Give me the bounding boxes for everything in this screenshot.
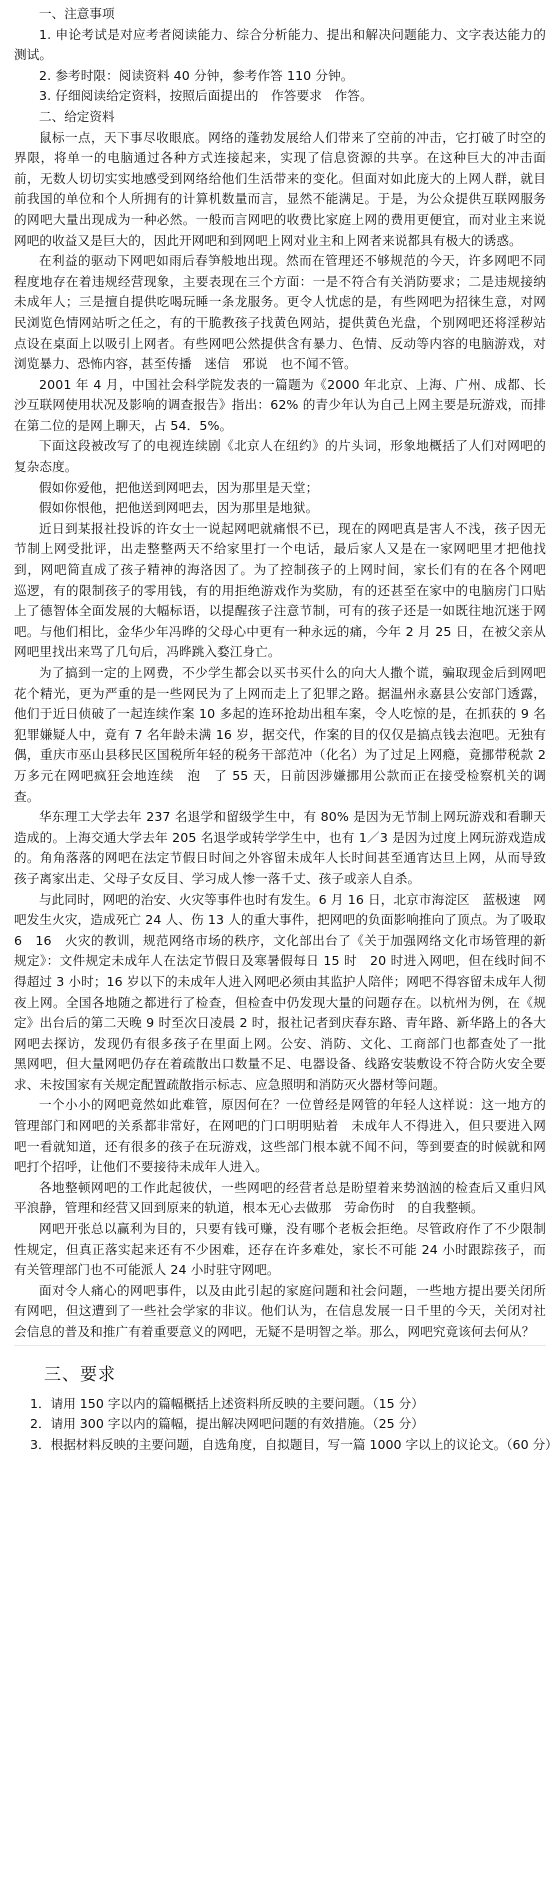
section-divider xyxy=(14,1345,546,1346)
material-paragraph: 2001 年 4 月，中国社会科学院发表的一篇题为《2000 年北京、上海、广州、成都、长沙互联网使用状况及影响的调查报告》指出：62% 的青少年认为自己上网主要是玩游戏，而排在第二位的是网上聊天，占 54．5%。 xyxy=(14,376,546,433)
requirements-section xyxy=(0,1350,560,1456)
material-paragraph: 在利益的驱动下网吧如雨后春笋般地出现。然而在管理还不够规范的今天，许多网吧不同程度地存在着违规经营现象，主要表现在三个方面：一是不符合有关消防要求；二是违规接纳未成年人；三是擅自提供吃喝玩睡一条龙服务。更令人忧虑的是，有些网吧为招徕生意，对网民浏览色情网站听之任之，有的干脆教孩子找黄色网站，提供黄色光盘，个别网吧还将淫秽站点设在桌面上以吸引上网者。有些网吧公然提供含有暴力、色情、反动等内容的电脑游戏，对浏览暴力、恐怖内容，甚至传播 迷信 邪说 也不闻不管。 xyxy=(14,253,546,372)
notes-section xyxy=(14,0,546,107)
notes-item-1: 1. 申论考试是对应考者阅读能力、综合分析能力、提出和解决问题能力、文字表达能力的测试。 xyxy=(14,26,546,63)
materials-heading: 二、给定资料 xyxy=(39,108,115,124)
material-paragraph: 为了搞到一定的上网费，不少学生都会以买书买什么的向大人撒个谎，骗取现金后到网吧花个精光，更为严重的是一些网民为了上网而走上了犯罪之路。据温州永嘉县公安部门透露，他们于近日侦破了一起连续作案 10 多起的连环抢劫出租车案，令人吃惊的是，在抓获的 9 名犯罪嫌疑人中，竟有 7 名年龄未满 16 岁，据交代，作案的目的仅仅是搞点钱去泡吧。无独有偶，重庆市巫山县移民区国税所年轻的税务干部范冲（化名）为了过足上网瘾，竟挪带税款 2 万多元在网吧疯狂会地连续 泡 了 55 天，日前因涉嫌挪用公款而正在接受检察机关的调查。 xyxy=(14,665,546,804)
notes-item-3: 3. 仔细阅读给定资料，按照后面提出的 作答要求 作答。 xyxy=(39,88,373,104)
notes-heading: 一、注意事项 xyxy=(39,6,115,21)
material-paragraph: 近日到某报社投诉的许女士一说起网吧就痛恨不已，现在的网吧真是害人不浅，孩子因无节制上网受批评，出走整整两天不给家里打一个电话，最后家人又是在一家网吧里才把他找到，网吧简直成了孩子精神的海洛因了。为了控制孩子的上网时间，家长们有的在各个网吧 巡逻，有的限制孩子的零用钱，有的用拒绝游戏作为奖励，有的还甚至在家中的电脑房门口贴上了德智体全面发展的大幅标语，以提醒孩子注意节制，可有的孩子还是一如既往地沉迷于网吧。与他们相比，金华少年冯晔的父母心中更有一种永远的痛，今年 2 月 25 日，在被父亲从网吧里找出来骂了几句后，冯晔跳入婺江身亡。 xyxy=(14,520,559,660)
material-paragraph: 下面这段被改写了的电视连续剧《北京人在纽约》的片头词，形象地概括了人们对网吧的复杂态度。 xyxy=(14,438,546,475)
poem-line-1: 假如你爱他，把他送到网吧去，因为那里是天堂； xyxy=(39,479,319,495)
material-paragraph: 鼠标一点，天下事尽收眼底。网络的蓬勃发展给人们带来了空前的冲击，它打破了时空的界限，将单一的电脑通过各种方式连接起来，实现了信息资源的共享。在这种巨大的冲击面前，无数人切切实实地感受到网络给他们生活带来的变化。但面对如此庞大的上网人群，就目前我国的单位和个人所拥有的计算机数量而言，显然不能满足。于是，为公众提供互联网服务的网吧大量出现成为一种必然。一般而言网吧的收费比家庭上网的费用更便宜，而对业主来说网吧的收益又是巨大的，因此开网吧和到网吧上网对业主和上网者来说都具有极大的诱惑。 xyxy=(14,129,546,248)
material-paragraph: 一个小小的网吧竟然如此难管，原因何在？一位曾经是网管的年轻人这样说：这一地方的管理部门和网吧的关系都非常好，在网吧的门口明明贴着 未成年人不得进入，但只要进入网吧一看就知道，还有很多的孩子在玩游戏，这些部门根本就不闻不问，等到要查的时候就和网吧打个招呼，让他们不要接待未成年人进入。 xyxy=(14,1097,546,1175)
requirement-item-3: 3．根据材料反映的主要问题，自选角度，自拟题目，写一篇 1000 字以上的议论文。（60 分） xyxy=(30,1436,558,1452)
poem-line-2: 假如你恨他，把他送到网吧去，因为那里是地狱。 xyxy=(39,500,319,516)
notes-item-2: 2. 参考时限：阅读资料 40 分钟，参考作答 110 分钟。 xyxy=(39,67,354,83)
material-paragraph: 面对令人痛心的网吧事件，以及由此引起的家庭问题和社会问题，一些地方提出要关闭所有网吧，但这遭到了一些社会学家的非议。他们认为，在信息发展一日千里的今天，关闭对社会信息的普及和推广有着重要意义的网吧，无疑不是明智之举。那么，网吧究竟该何去何从？ xyxy=(14,1282,546,1339)
materials-section xyxy=(14,107,559,1343)
material-paragraph: 华东理工大学去年 237 名退学和留级学生中，有 80% 是因为无节制上网玩游戏和看聊天造成的。上海交通大学去年 205 名退学或转学学生中，也有 1／3 是因为过度上网玩游戏造成的。角角落落的网吧在法定节假日时间之外容留未成年人长时间甚至通宵达旦上网，从而导致孩子离家出走、父母子女反目、学习成人惨一落千丈、孩子或亲人自杀。 xyxy=(14,809,546,886)
requirements-heading: 三、要求 xyxy=(44,1364,116,1385)
requirement-item-1: 1．请用 150 字以内的篇幅概括上述资料所反映的主要问题。（15 分） xyxy=(30,1395,424,1411)
material-paragraph: 各地整顿网吧的工作此起彼伏，一些网吧的经营者总是盼望着来势汹汹的检查后又重归风平浪静，管理和经营又回到原来的轨道，根本无心去做那 劳命伤时 的自我整顿。 xyxy=(14,1179,546,1216)
material-paragraph: 网吧开张总以赢利为目的，只要有钱可赚，没有哪个老板会拒绝。尽管政府作了不少限制性规定，但真正落实起来还有不少困难，还存在许多难处，家长不可能 24 小时跟踪孩子，而有关管理部门也不可能派人 24 小时驻守网吧。 xyxy=(14,1221,546,1278)
material-paragraph: 与此同时，网吧的治安、火灾等事件也时有发生。6 月 16 日，北京市海淀区 蓝极速 网吧发生火灾，造成死亡 24 人、伤 13 人的重大事件，把网吧的负面影响推向了顶点。为了吸取 6 16 火灾的教训，规范网络市场的秩序，文化部出台了《关于加强网络文化市场管理的新规定》：文件规定未成年人在法定节假日及寒暑假每日 15 时 20 时进入网吧，但在线时间不得超过 3 小时；16 岁以下的未成年人进入网吧必须由其监护人陪伴；网吧不得容留未成年人彻夜上网。全国各地随之都进行了检查，但检查中仍发现大量的问题存在。以杭州为例，在《规定》出台后的第二天晚 9 时至次日凌晨 2 时，报社记者到庆春东路、青年路、新华路上的各大网吧去探访，发现仍有很多孩子在里面上网。公安、消防、文化、工商部门也都查处了一批 黑网吧，但大量网吧仍存在着疏散出口数量不足、电器设备、线路安装敷设不符合防火安全要求、未按国家有关规定配置疏散指示标志、应急照明和消防灭火器材等问题。 xyxy=(14,891,559,1092)
requirement-item-2: 2．请用 300 字以内的篇幅，提出解决网吧问题的有效措施。（25 分） xyxy=(30,1416,424,1432)
